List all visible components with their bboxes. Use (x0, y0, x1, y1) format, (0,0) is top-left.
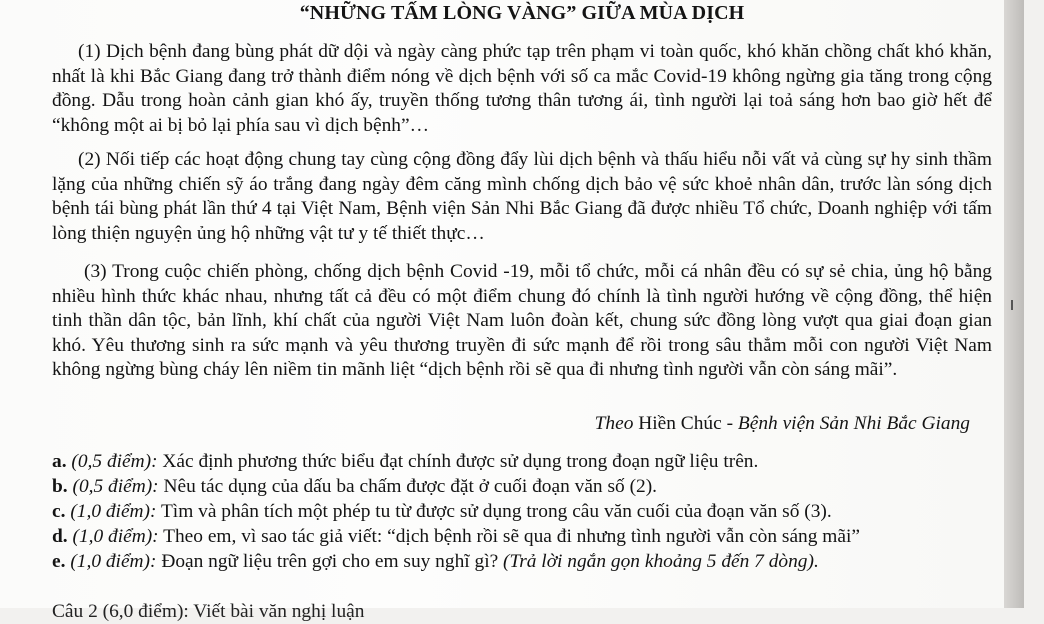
paragraph-3: (3) Trong cuộc chiến phòng, chống dịch bệnh Covid -19, mỗi tổ chức, mỗi cá nhân đều có sự sẻ chia, ủng hộ bằng nhiều hình thức khác nhau, nhưng tất cả đều có một điểm chung đó chính là tình người hướng về cộng đồng, thể hiện tinh thần dân tộc, bản lĩnh, khí chất của người Việt Nam luôn đoàn kết, chung sức đồng lòng vượt qua giai đoạn gian khó. Yêu thương sinh ra sức mạnh và yêu thương truyền đi sức mạnh để rồi trong sâu thẳm mỗi con người Việt Nam không ngừng bùng cháy lên niềm tin mãnh liệt “dịch bệnh rồi sẽ qua đi nhưng tình người vẫn còn sáng mãi”. (52, 261, 992, 380)
question-points: (1,0 điểm): (65, 551, 157, 572)
question-letter: b. (52, 476, 68, 497)
question-letter: c. (52, 501, 66, 522)
document-title: “NHỮNG TẤM LÒNG VÀNG” GIỮA MÙA DỊCH (299, 2, 745, 24)
question-text: Tìm và phân tích một phép tu từ được sử dụng trong câu văn cuối của đoạn văn số (3). (156, 501, 832, 522)
source-author: Hiền Chúc - (633, 413, 738, 434)
scroll-marker (1011, 300, 1013, 310)
question-item (52, 550, 992, 574)
question-text: Xác định phương thức biểu đạt chính được sử dụng trong đoạn ngữ liệu trên. (157, 451, 759, 472)
page-edge-shadow (1004, 0, 1024, 608)
paragraph-2: (2) Nối tiếp các hoạt động chung tay cùng cộng đồng đẩy lùi dịch bệnh và thấu hiểu nỗi vất vả cùng sự hy sinh thầm lặng của những chiến sỹ áo trắng đang ngày đêm căng mình chống dịch bảo vệ sức khoẻ nhân dân, trước làn sóng dịch bệnh tái bùng phát lần thứ 4 tại Việt Nam, Bệnh viện Sản Nhi Bắc Giang đã được nhiều Tổ chức, Doanh nghiệp với tấm lòng thiện nguyện ủng hộ những vật tư y tế thiết thực… (52, 149, 992, 244)
source-prefix: Theo (594, 413, 634, 434)
question-note: (Trả lời ngắn gọn khoảng 5 đến 7 dòng). (503, 551, 819, 572)
question-points: (1,0 điểm): (65, 501, 157, 522)
question-text: Đoạn ngữ liệu trên gợi cho em suy nghĩ gì? (156, 551, 504, 572)
question-points: (0,5 điểm): (66, 451, 158, 472)
question-letter: e. (52, 551, 66, 572)
question-item (52, 525, 992, 549)
question-item (52, 475, 992, 499)
question-letter: d. (52, 526, 68, 547)
question-points: (1,0 điểm): (67, 526, 159, 547)
source-citation (595, 412, 970, 436)
paragraph-1: (1) Dịch bệnh đang bùng phát dữ dội và ngày càng phức tạp trên phạm vi toàn quốc, khó khăn chồng chất khó khăn, nhất là khi Bắc Giang đang trở thành điểm nóng về dịch bệnh với số ca mắc Covid-19 không ngừng gia tăng trong cộng đồng. Dẫu trong hoàn cảnh gian khó ấy, truyền thống tương thân tương ái, tình người lại toả sáng hơn bao giờ hết để “không một ai bị bỏ lại phía sau vì dịch bệnh”… (52, 41, 992, 136)
question-item (52, 500, 992, 524)
question-text: Nêu tác dụng của dấu ba chấm được đặt ở cuối đoạn văn số (2). (158, 476, 658, 497)
question-list (52, 450, 992, 575)
question-item (52, 450, 992, 474)
question-points: (0,5 điểm): (67, 476, 159, 497)
question-letter: a. (52, 451, 67, 472)
question-text: Theo em, vì sao tác giả viết: “dịch bệnh rồi sẽ qua đi nhưng tình người vẫn còn sáng mãi” (158, 526, 860, 547)
source-organization: Bệnh viện Sản Nhi Bắc Giang (737, 413, 970, 434)
cutoff-next-question: Câu 2 (6,0 điểm): Viết bài văn nghị luận (52, 601, 365, 622)
